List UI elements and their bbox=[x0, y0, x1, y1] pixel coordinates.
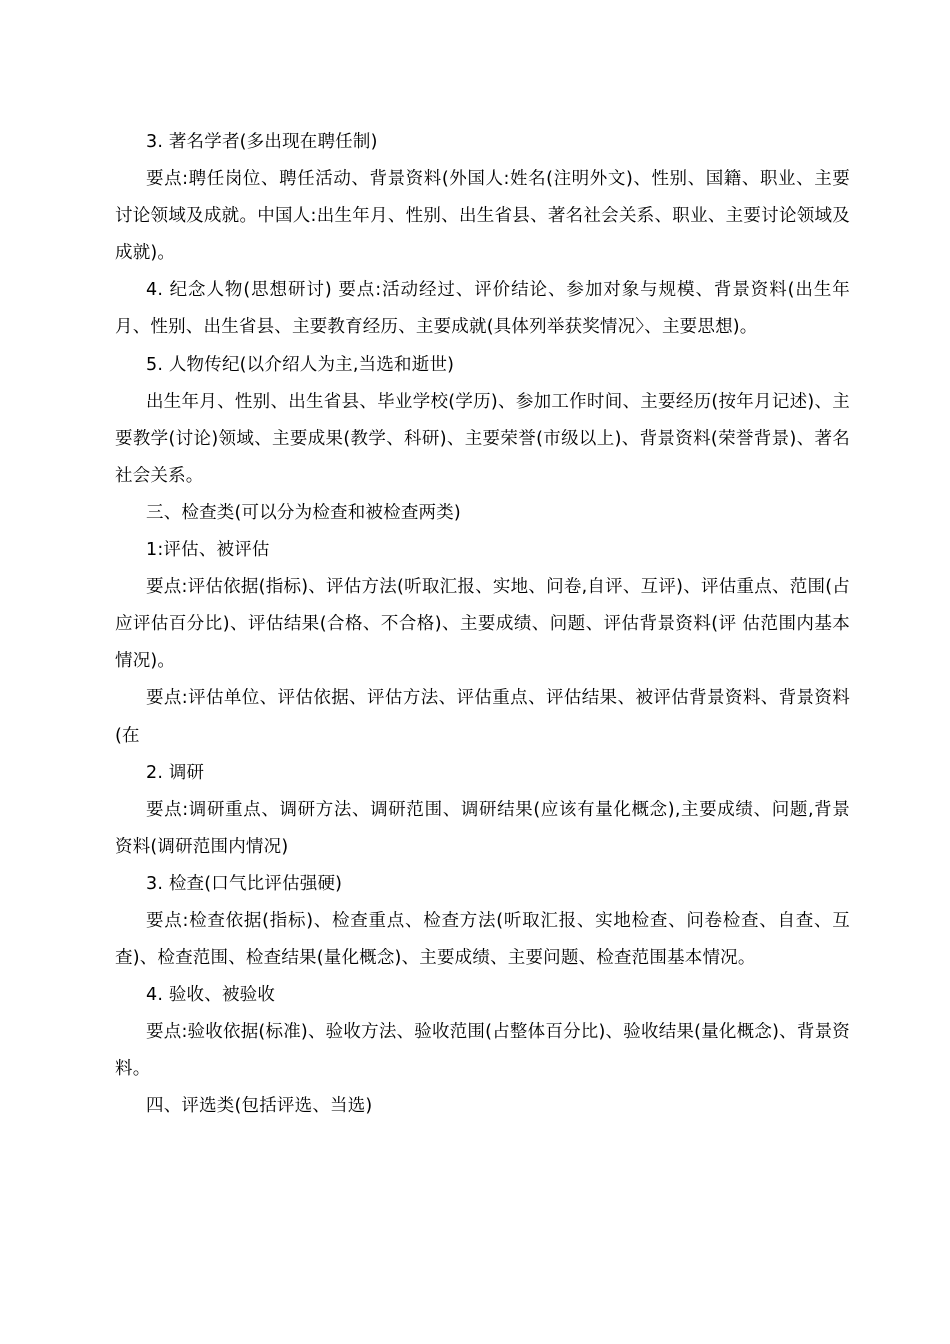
heading-inspection-category: 三、检查类(可以分为检查和被检查两类) bbox=[146, 502, 461, 523]
paragraph-evaluated-points: 要点:评估单位、评估依据、评估方法、评估重点、评估结果、被评估背景资料、背景资料(在 bbox=[115, 688, 850, 746]
heading-biography: 5. 人物传纪(以介绍人为主,当选和逝世) bbox=[146, 354, 455, 375]
paragraph-acceptance-points: 要点:验收依据(标准)、验收方法、验收范围(占整体百分比)、验收结果(量化概念)、背景资料。 bbox=[115, 1022, 850, 1080]
document-body bbox=[115, 124, 850, 1126]
paragraph-memorial-figures: 4. 纪念人物(思想研讨) 要点:活动经过、评价结论、参加对象与规模、背景资料(出生年月、性别、出生省县、主要教育经历、主要成就(具体列举获奖情况〉、主要思想)。 bbox=[115, 280, 850, 338]
paragraph-research-points: 要点:调研重点、调研方法、调研范围、调研结果(应该有量化概念),主要成绩、问题,背景资料(调研范围内情况) bbox=[115, 799, 850, 857]
paragraph-inspection-points: 要点:检查依据(指标)、检查重点、检查方法(听取汇报、实地检查、问卷检查、自查、互查)、检查范围、检查结果(量化概念)、主要成绩、主要问题、检查范围基本情况。 bbox=[115, 910, 850, 969]
heading-evaluation: 1:评估、被评估 bbox=[146, 540, 270, 561]
heading-research: 2. 调研 bbox=[146, 762, 205, 783]
heading-inspection: 3. 检查(口气比评估强硬) bbox=[146, 873, 343, 894]
heading-famous-scholars: 3. 著名学者(多出现在聘任制) bbox=[146, 132, 378, 152]
paragraph-biography-points: 出生年月、性别、出生省县、毕业学校(学历)、参加工作时间、主要经历(按年月记述)、主要教学(讨论)领域、主要成果(教学、科研)、主要荣誉(市级以上)、背景资料(荣誉背景)、著名社会关系。 bbox=[115, 391, 850, 486]
paragraph-evaluation-points: 要点:评估依据(指标)、评估方法(听取汇报、实地、问卷,自评、互评)、评估重点、范围(占应评估百分比)、评估结果(合格、不合格)、主要成绩、问题、评估背景资料(评 估范围内基本情况)。 bbox=[115, 577, 850, 672]
heading-acceptance: 4. 验收、被验收 bbox=[146, 985, 276, 1006]
heading-selection-category: 四、评选类(包括评选、当选) bbox=[146, 1096, 373, 1117]
paragraph-scholar-points: 要点:聘任岗位、聘任活动、背景资料(外国人:姓名(注明外文)、性别、国籍、职业、主要讨论领域及成就。中国人:出生年月、性别、出生省县、著名社会关系、职业、主要讨论领域及成就)。 bbox=[115, 169, 850, 264]
